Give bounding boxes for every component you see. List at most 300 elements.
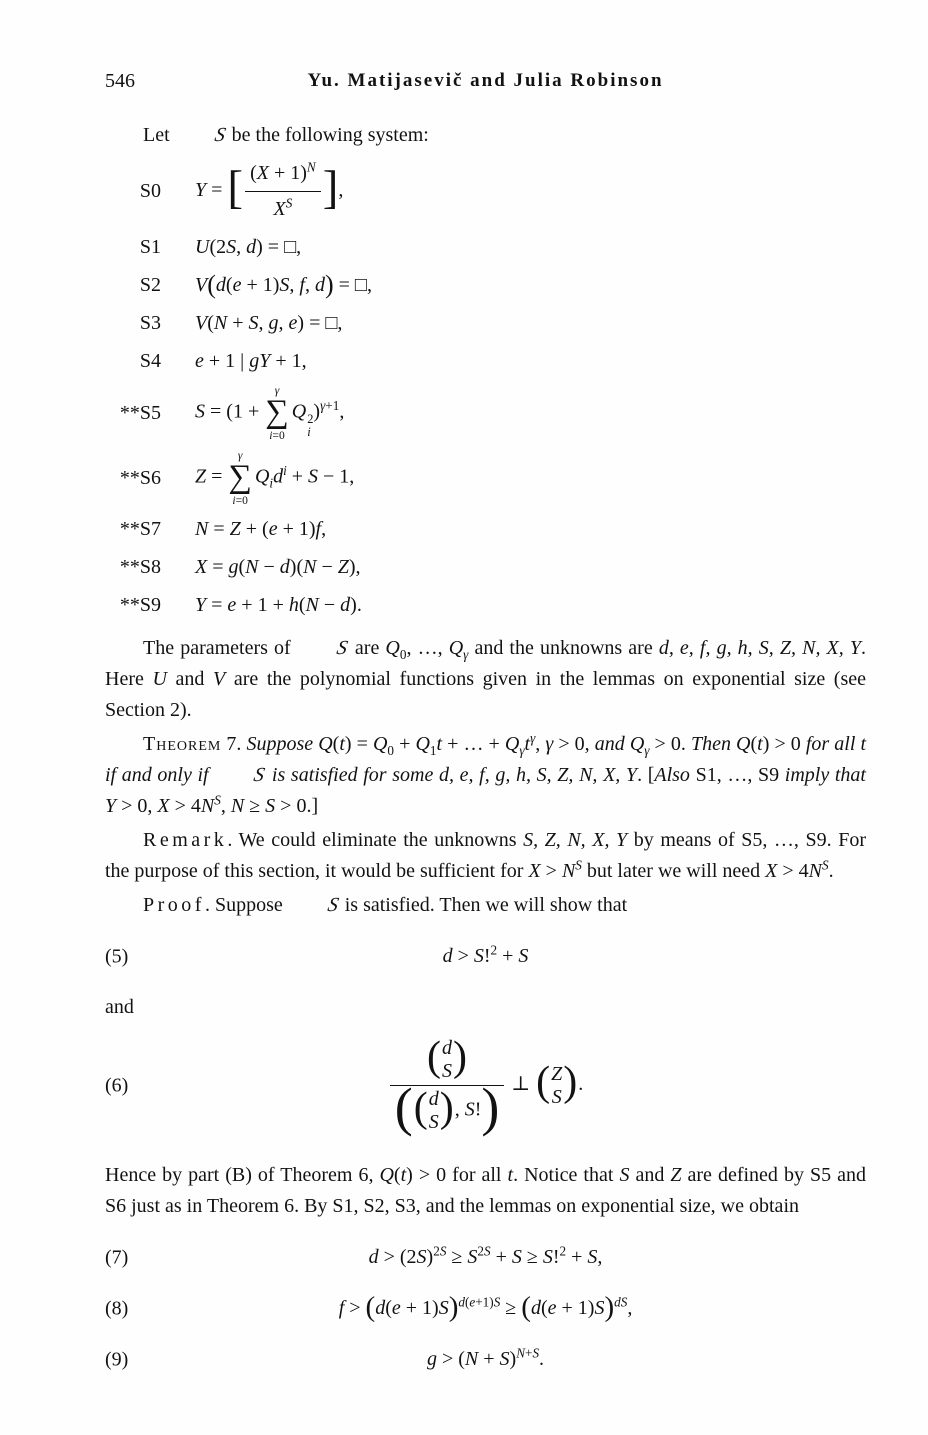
text-run: X [195,556,208,578]
text-run: Y [259,350,271,372]
text-run: > 0, [553,733,595,755]
text-run: γ [530,730,536,746]
text-run: X [157,795,170,817]
text-run: +1 [325,397,340,413]
text-run: + [497,945,519,967]
text-run: Y [195,179,207,202]
text-run: , [454,1098,465,1121]
superscript [286,195,293,210]
open-paren: ( [394,1076,413,1137]
text-run: d [428,1088,439,1110]
text-run: N [213,312,228,334]
text-run: + 1) [556,1297,595,1319]
text-run: 0 [399,647,407,662]
text-run: t [757,733,763,755]
text-run: + … + [442,733,505,755]
text-run: + [566,1246,588,1268]
text-run: = [206,594,228,616]
text-run: , …, [406,637,449,659]
text-run: i [283,462,287,478]
equation-label: S2 [139,274,161,296]
equation-formula [195,552,361,583]
text-run: + [394,733,416,755]
text-run: i [269,428,273,442]
text-run: g [249,350,260,372]
fraction [243,158,323,225]
text-run: ). [350,594,362,616]
page-number: 546 [105,70,135,92]
text-run: d [442,945,453,967]
text-run: e [227,594,237,616]
equation-formula [195,308,342,339]
text-run: d [458,1294,465,1310]
text-run: t [507,1164,514,1186]
text-run: Q [736,733,751,755]
text-run: ( [238,556,246,578]
binom-bottom [552,1086,562,1109]
text-run: S [226,236,237,258]
equation-formula [195,232,301,263]
text-run: t [339,733,345,755]
text-run: Hence by part (B) of Theorem 6, [105,1164,380,1186]
text-run: d [530,1297,541,1319]
binom-stack [550,1063,563,1109]
equation-6 [105,1033,866,1137]
text-run: e [469,1294,476,1310]
text-run: t [860,733,867,755]
system-equation-row [105,158,866,225]
text-run: N [195,518,209,540]
text-run: ≥ [446,1246,468,1268]
text-run: S [467,1246,478,1268]
equation-9 [105,1344,866,1375]
text-run: ) > 0 for all [406,1164,508,1186]
equation-formula [195,449,354,507]
text-run: ) = [344,733,373,755]
text-run: d, e, f, g, h, S, Z, N, X, Y [438,764,638,786]
text-run: ) [313,400,321,423]
paragraph-proof [105,890,866,921]
text-run: . [539,1348,545,1370]
text-run: Also [654,764,696,786]
text-run: N [808,860,822,882]
running-title: Yu. Matijasevič and Julia Robinson [307,70,664,91]
text-run: , [338,179,344,202]
text-run: i [307,425,311,440]
text-run: Q [379,1164,394,1186]
paragraph-theorem-7 [105,729,866,822]
system-equation-row [105,384,866,442]
text-run: N [245,556,259,578]
equation-formula [388,1033,584,1137]
text-run: N [230,795,245,817]
text-run: S [214,792,221,808]
text-run: ( [225,274,233,296]
text-run: + 1) [400,1297,439,1319]
close-paren: ) [563,1059,578,1106]
text-run: S [620,1294,628,1310]
text-run: > 0. [649,733,691,755]
text-run: S [499,1348,510,1370]
text-run: 7. [221,733,247,755]
text-run: ⊥ [506,1073,536,1096]
open-paren: ( [521,1291,531,1324]
text-run: . [578,1073,584,1096]
text-run: ( [385,1297,392,1319]
text-run: > [452,945,474,967]
text-run: γ [274,384,280,397]
text-run: N [516,1345,525,1361]
text-run: γ [463,647,469,662]
text-run: f [338,1297,345,1319]
text-run: ( [464,1294,470,1310]
text-run: ), [348,556,361,578]
text-run: + 1) [277,518,316,540]
text-run: S [822,857,829,873]
script-letter: S [212,124,228,146]
text-run: Z [229,518,241,540]
text-run: V [213,668,226,690]
text-run: e [195,350,204,372]
text-run: ( [332,733,340,755]
text-run: = □, [333,274,372,296]
text-run: > ( [436,1348,465,1370]
text-run: Y [195,594,207,616]
text-run: d [614,1294,621,1310]
text-run: + [490,1246,512,1268]
text-run: d [215,274,226,296]
denominator [245,191,321,225]
text-run: ! [483,945,491,967]
bracket-delimiter: [ [227,161,244,214]
numerator [245,158,321,191]
superscript [433,1243,446,1258]
text-run: ) [509,1348,517,1370]
equation-5 [105,941,866,972]
text-run: = [207,556,229,578]
text-run: . Suppose [204,894,288,916]
system-equation-row [105,232,866,263]
text-run: + 1) [268,162,307,184]
text-run: Theorem [143,733,222,755]
text-run: S [248,312,259,334]
text-run: d [368,1246,379,1268]
superscript [458,1294,500,1309]
text-run: S [428,1111,439,1133]
script-letter: S [334,637,350,659]
text-run: are [348,637,386,659]
text-run: S [483,1243,491,1259]
script-letter: S [325,894,341,916]
text-run: . Here [105,637,867,690]
text-run: ) > 0 [762,733,806,755]
text-run: . [ [637,764,655,786]
system-equation-row [105,590,866,621]
text-run: − [318,594,341,616]
text-run: Q [385,637,400,659]
equation-formula [339,1293,633,1324]
text-run: Let [143,124,175,146]
binom-stack [428,1088,440,1134]
system-equation-row [105,270,866,301]
text-run: S1, …, S9 [695,764,785,786]
text-run: , [220,795,231,817]
text-run: e [547,1297,557,1319]
equation-label: **S5 [119,401,161,424]
text-run: X [256,162,269,184]
text-run: S [285,195,293,211]
superscript [614,1294,627,1309]
equation-label: **S7 [119,518,161,540]
text-run: − 1, [318,465,355,488]
text-run: and the unknowns are [468,637,659,659]
text-run: =0 [272,428,285,442]
text-run: f [299,274,305,296]
text-run: N [305,594,319,616]
open-paren: ( [365,1291,376,1324]
text-run: , [339,400,345,423]
equation-label: S4 [139,350,161,372]
text-run: )( [289,556,304,578]
text-run: Q [254,465,270,488]
text-run: i [269,475,274,491]
binom-top [442,1037,452,1060]
text-run: if and only if [105,764,215,786]
equation-label: **S6 [119,466,161,489]
close-paren: ) [453,1033,468,1080]
text-run: X [528,860,541,882]
text-run: Then [690,733,737,755]
text-run: e [268,518,278,540]
text-run: > 4 [169,795,201,817]
text-run: S [279,274,290,296]
equation-label: S1 [139,236,161,258]
text-run: Z [337,556,349,578]
text-run: + ( [240,518,269,540]
paragraph-hence [105,1160,866,1222]
text-run: S [587,1246,598,1268]
equation-formula [195,384,344,442]
text-run: N [200,795,215,817]
text-run: t [436,733,443,755]
superscript [320,398,339,413]
text-run: N [306,159,316,175]
text-run: − [258,556,280,578]
text-run: > [540,860,562,882]
text-run: e [232,274,242,296]
binom-top [429,1088,439,1111]
open-paren: ( [207,269,216,299]
text-run: γ [519,743,525,758]
text-run: for all [805,733,861,755]
text-run: by means of S5, …, S9. For the purpose of this section, it would be sufficient for [105,829,866,882]
text-run: Q [629,733,645,755]
text-run: ≥ [500,1297,522,1319]
open-paren: ( [427,1033,442,1080]
text-run: 2 [559,1243,567,1259]
text-run: N [464,1348,479,1370]
text-run: S [464,1098,475,1121]
text-run: d [246,236,257,258]
text-run: S [542,1246,553,1268]
text-run: + [525,1345,533,1361]
text-run: ( [540,1297,548,1319]
text-run: 1 [429,743,437,758]
text-run: 0 [387,743,395,758]
text-run: S [511,1246,522,1268]
sum-lower-limit [269,429,285,442]
equation-label: S0 [139,180,161,202]
text-run: V [195,274,208,296]
text-run: , [278,312,289,334]
text-run: 2 [433,1243,440,1259]
text-run: but later we will need [581,860,766,882]
paragraph-remark [105,825,866,887]
script-letter: S [252,764,267,786]
equation-formula [195,590,362,621]
text-run: Q [291,400,307,423]
equation-number: (7) [105,1246,129,1268]
text-run: Remark [143,829,228,851]
text-run: > 4 [777,860,809,882]
system-equation-row [105,346,866,377]
intro-line [105,120,866,151]
superscript [516,1345,539,1360]
system-equation-row [105,449,866,507]
equation-formula [443,941,529,972]
equation-label: S3 [139,312,161,334]
text-run: Q [448,637,464,659]
text-run: ≥ [244,795,266,817]
summation [265,384,289,442]
equation-label: **S9 [119,594,161,616]
text-run: . Notice that [513,1164,620,1186]
text-run: = [208,518,230,540]
text-run: d [314,274,325,296]
subscript [307,426,310,439]
text-run: = [206,179,228,202]
bracket-delimiter: ] [322,161,339,214]
text-run: g [426,1348,437,1370]
text-run: and [166,668,213,690]
text-run: N [303,556,317,578]
binomial-coefficient [427,1033,468,1083]
binom-top [551,1063,562,1086]
text-run: e [288,312,298,334]
text-run: Proof [143,894,205,916]
text-run: U [152,668,167,690]
denominator [390,1076,505,1137]
equation-system [105,158,866,621]
text-run: , [236,236,247,258]
equation-label: **S8 [119,556,161,578]
text-run: ( [250,162,257,184]
superscript [307,159,316,174]
text-run: > 0.] [275,795,319,817]
text-run: S [308,465,319,488]
text-run: > (2 [378,1246,417,1268]
text-run: , [627,1297,633,1319]
superscript [822,857,829,872]
text-run: γ [545,733,554,755]
equation-number: (9) [105,1348,129,1370]
text-run: (2 [209,236,227,258]
text-run: + 1) [241,274,280,296]
text-run: Z [551,1062,563,1085]
text-run: t [524,733,531,755]
close-paren: ) [604,1291,615,1324]
system-equation-row [105,308,866,339]
sum-lower-limit [232,494,248,507]
text-run: and [594,733,630,755]
text-run: + 1, [270,350,307,372]
text-run: ) = □, [297,312,343,334]
text-run: are defined by S5 and S6 just as in Theorem 6. By S1, S2, S3, and the lemmas on exponential size, we obtain [105,1164,866,1217]
text-run: γ [320,397,326,413]
sigma-icon: ∑ [265,394,289,431]
text-run: Y [105,795,117,817]
close-paren: ) [448,1291,459,1324]
text-run: γ [644,743,650,758]
text-run: ! [552,1246,560,1268]
text-run: − [316,556,338,578]
close-paren: ) [439,1084,454,1131]
text-run: ( [207,312,214,334]
text-run: Q [504,733,520,755]
text-run: be the following system: [226,124,429,146]
equation-formula [195,514,326,545]
text-run: S [551,1085,562,1108]
text-run: + [227,312,249,334]
text-run: g [268,312,279,334]
equation-formula [195,270,372,301]
text-run: γ [237,449,243,462]
text-run: t [400,1164,407,1186]
close-paren: ) [481,1076,500,1137]
text-run: +1) [475,1294,494,1310]
text-run: = [206,465,228,488]
equation-formula [195,346,307,377]
equation-7 [105,1242,866,1273]
text-run: S [532,1345,540,1361]
text-run: The parameters of [143,637,297,659]
text-run: X [765,860,778,882]
text-run: d [273,465,284,488]
open-paren: ( [413,1084,428,1131]
equation-formula [195,158,343,225]
text-run: is satisfied for some [266,764,439,786]
text-run: V [195,312,208,334]
text-run: + 1 + [236,594,289,616]
text-run: e [391,1297,401,1319]
sigma-icon: ∑ [228,459,252,496]
equation-formula [427,1344,544,1375]
text-run: Q [415,733,430,755]
equation-number: (6) [105,1074,129,1096]
text-run: i [232,493,236,507]
text-run: is satisfied. Then we will show that [339,894,628,916]
text-run: S [439,1243,447,1259]
text-run: 2 [477,1243,484,1259]
equation-number: (5) [105,945,129,967]
text-run: + [286,465,309,488]
text-run: and [629,1164,671,1186]
paragraph-parameters [105,633,866,726]
text-run: ! [474,1098,482,1121]
text-run: Q [372,733,388,755]
text-run: ( [750,733,758,755]
text-run: S [518,945,529,967]
